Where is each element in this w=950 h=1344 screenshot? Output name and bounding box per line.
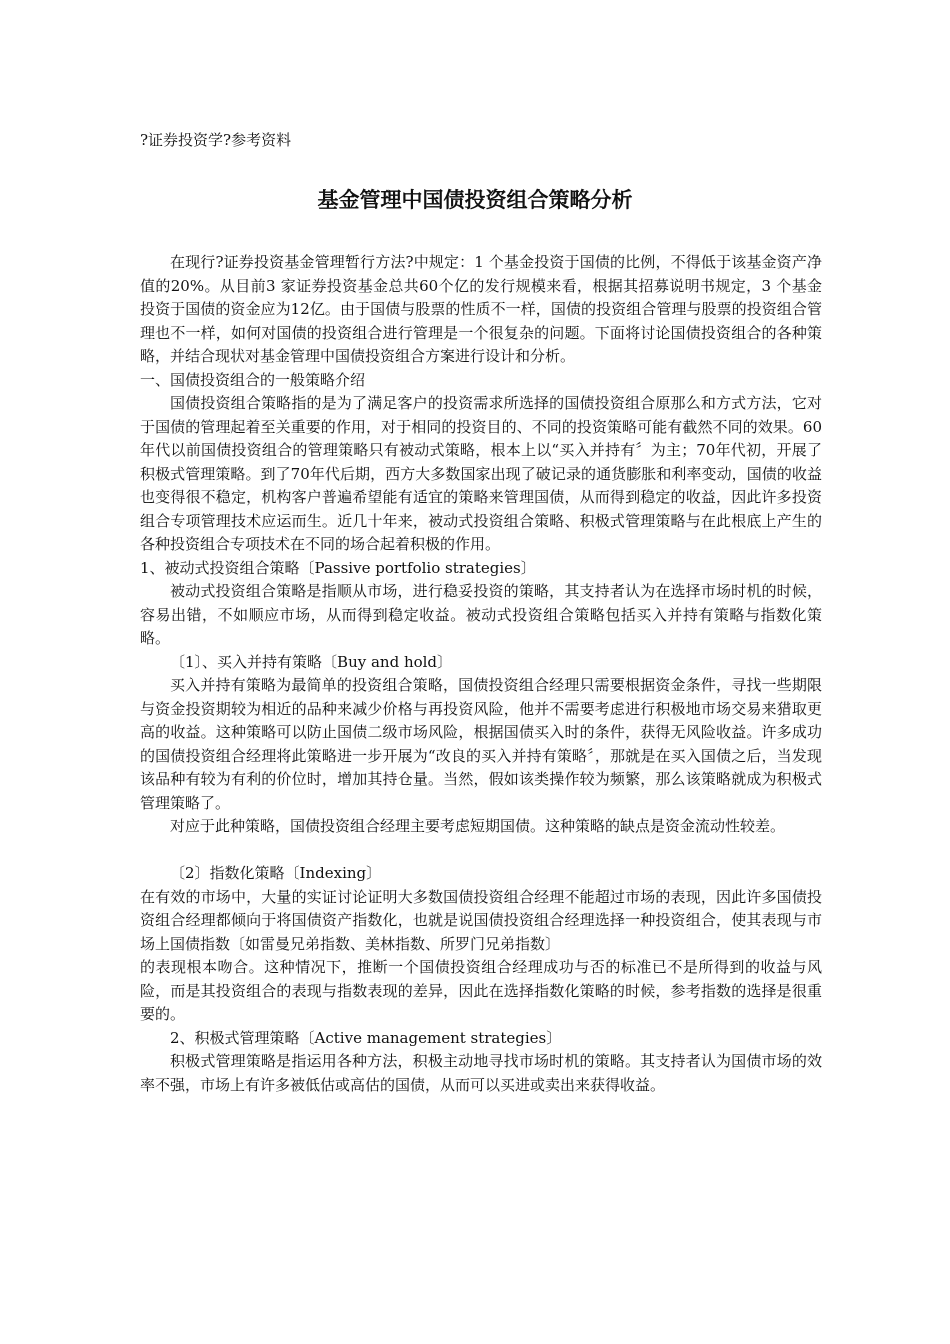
paragraph-general-strategy: 国债投资组合策略指的是为了满足客户的投资需求所选择的国债投资组合原那么和方式方法，它对于国债的管理起着至关重要的作用，对于相同的投资目的、不同的投资策略可能有截然不同的效果。60年代以前国债投资组合的管理策略只有被动式策略，根本上以“买入并持有〞为主；70年代初，开展了积极式管理策略。到了70年代后期，西方大多数国家出现了破记录的通货膨胀和利率变动，国债的收益也变得很不稳定，机构客户普遍希望能有适宜的策略来管理国债，从而得到稳定的收益，因此许多投资组合专项管理技术应运而生。近几十年来，被动式投资组合策略、积极式管理策略与在此根底上产生的各种投资组合专项技术在不同的场合起着积极的作用。	[140, 394, 822, 553]
paragraph-buy-hold: 买入并持有策略为最简单的投资组合策略，国债投资组合经理只需要根据资金条件，寻找一些期限与资金投资期较为相近的品种来减少价格与再投资风险，他并不需要考虑进行积极地市场交易来猎取更高的收益。这种策略可以防止国债二级市场风险，根据国债买入时的条件，获得无风险收益。许多成功的国债投资组合经理将此策略进一步开展为“改良的买入并持有策略〞，那就是在买入国债之后，当发现该品种有较为有利的价位时，增加其持仓量。当然，假如该类操作较为频繁，那么该策略就成为积极式管理策略了。	[140, 676, 822, 812]
paragraph-active: 积极式管理策略是指运用各种方法，积极主动地寻找市场时机的策略。其支持者认为国债市场的效率不强，市场上有许多被低估或高估的国债，从而可以买进或卖出来获得收益。	[140, 1052, 822, 1094]
subsection-heading-active: 2、积极式管理策略〔Active management strategies〕	[170, 1028, 562, 1047]
subsection-heading-passive: 1、被动式投资组合策略〔Passive portfolio strategies〕	[140, 558, 536, 577]
header-note: ?证券投资学?参考资料	[140, 131, 292, 149]
document-title: 基金管理中国债投资组合策略分析	[317, 188, 633, 212]
subsection-heading-buy-hold: 〔1〕、买入并持有策略〔Buy and hold〕	[170, 652, 453, 671]
paragraph-intro: 在现行?证券投资基金管理暂行方法?中规定：1 个基金投资于国债的比例，不得低于该基金资产净值的20%。从目前3 家证券投资基金总共60个亿的发行规模来看，根据其招募说明书规定，3 个基金 投资于国债的资金应为12亿。由于国债与股票的性质不一样，国债的投资组合管理与股票的投资组合管理也不一样，如何对国债的投资组合进行管理是一个很复杂的问题。下面将讨论国债投资组合的各种策略，并结合现状对基金管理中国债投资组合方案进行设计和分析。	[140, 253, 822, 365]
paragraph-passive: 被动式投资组合策略是指顺从市场，进行稳妥投资的策略，其支持者认为在选择市场时机的时候，容易出错，不如顺应市场，从而得到稳定收益。被动式投资组合策略包括买入并持有策略与指数化策略。	[140, 582, 822, 647]
paragraph-indexing-cont: 的表现根本吻合。这种情况下，推断一个国债投资组合经理成功与否的标准已不是所得到的收益与风险，而是其投资组合的表现与指数表现的差异，因此在选择指数化策略的时候，参考指数的选择是很重要的。	[140, 958, 822, 1023]
section-heading-1: 一、国债投资组合的一般策略介绍	[140, 370, 366, 389]
blank-line	[140, 839, 822, 863]
paragraph-indexing: 在有效的市场中，大量的实证讨论证明大多数国债投资组合经理不能超过市场的表现，因此许多国债投资组合经理都倾向于将国债资产指数化，也就是说国债投资组合经理选择一种投资组合，使其表现与市场上国债指数〔如雷曼兄弟指数、美林指数、所罗门兄弟指数〕	[140, 887, 822, 953]
subsection-heading-indexing: 〔2〕指数化策略〔Indexing〕	[170, 864, 382, 882]
paragraph-buy-hold-note: 对应于此种策略，国债投资组合经理主要考虑短期国债。这种策略的缺点是资金流动性较差。	[170, 817, 786, 835]
document-body	[140, 251, 822, 1097]
